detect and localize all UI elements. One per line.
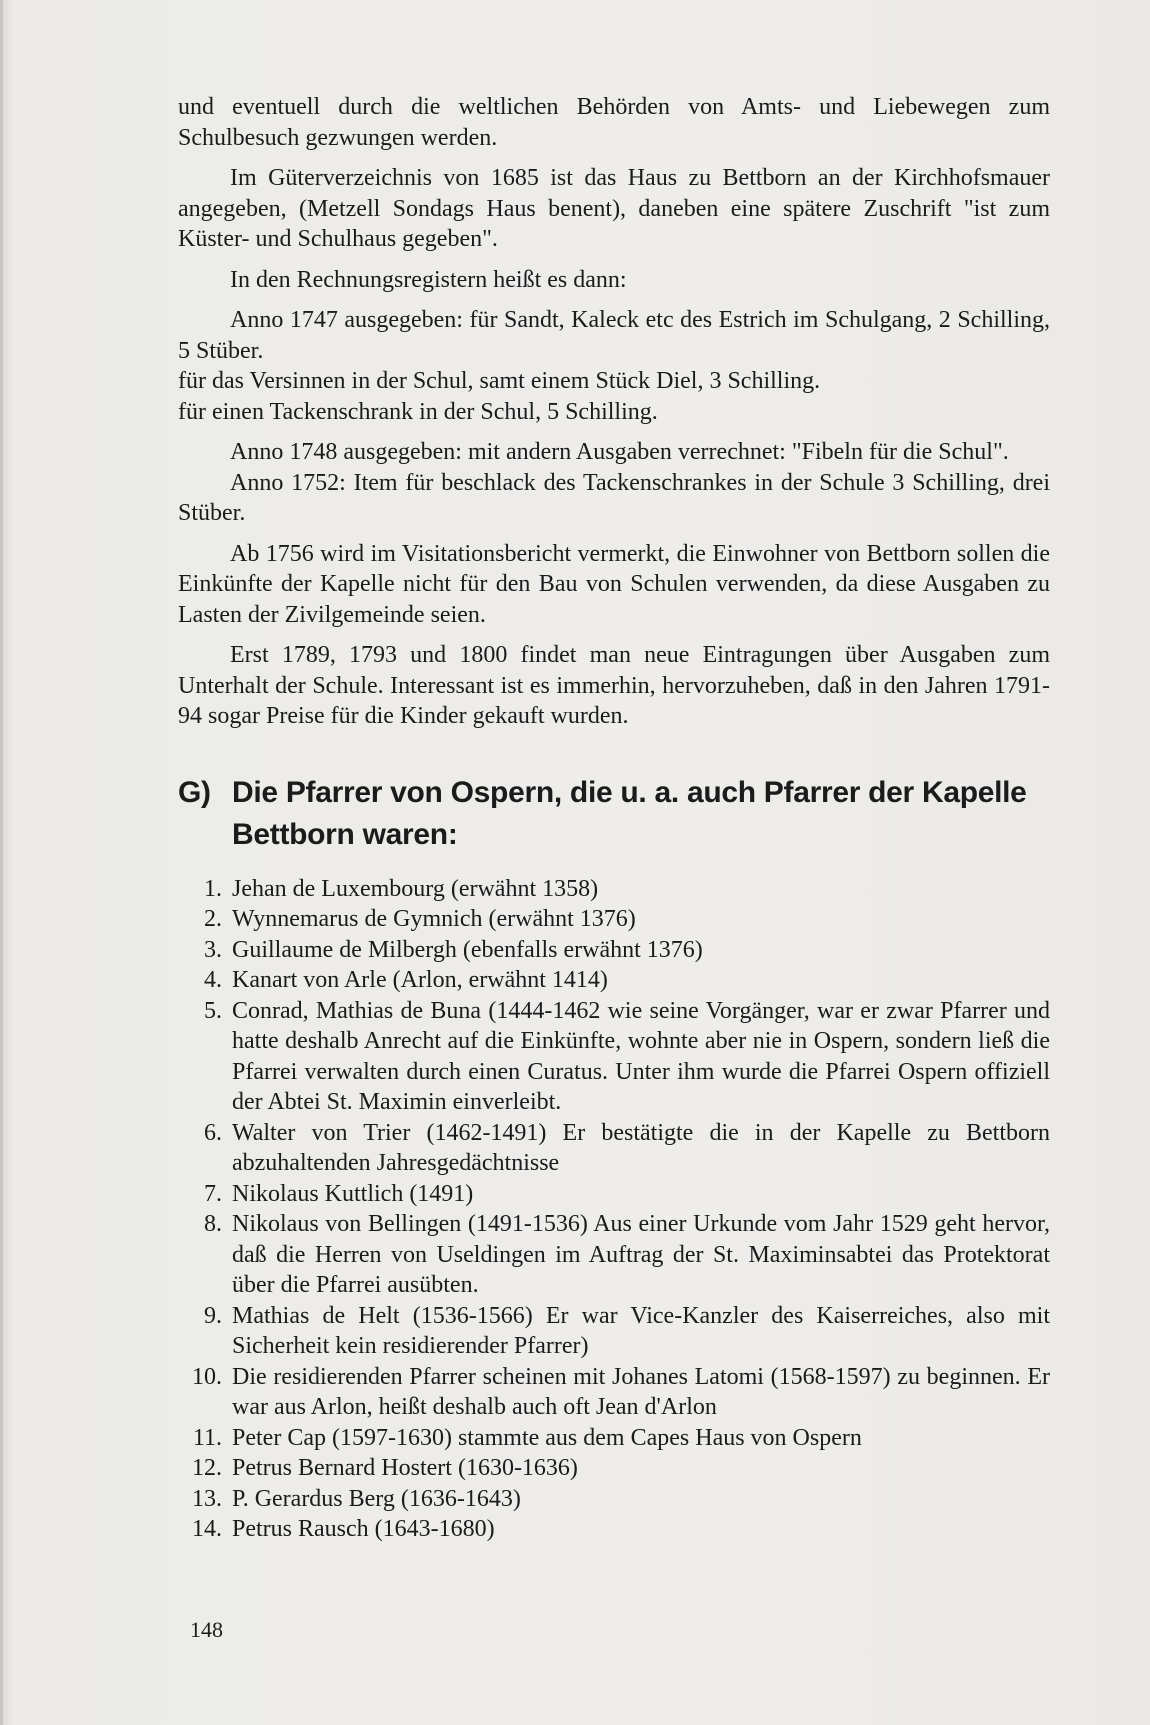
section-heading: [178, 772, 1050, 856]
page-edge: [0, 0, 3, 1725]
paragraph: Im Güterverzeichnis von 1685 ist das Haus zu Bettborn an der Kirchhofsmauer angegeben, (Metzell Sondags Haus benent), daneben eine spätere Zuschrift "ist zum Küster- und Schulhaus gegeben".: [178, 165, 1050, 252]
list-item-number: 4.: [204, 967, 222, 993]
list-item-text: Conrad, Mathias de Buna (1444-1462 wie seine Vorgänger, war er zwar Pfarrer und hatte deshalb Anrecht auf die Einkünfte, wohnte aber nie in Ospern, sondern ließ die Pfarrei verwalten durch einen Curatus. Unter ihm wurde die Pfarrei Ospern offiziell der Abtei St. Maximin einverleibt.: [232, 997, 1050, 1115]
list-item-text: Petrus Rausch (1643-1680): [232, 1516, 495, 1542]
list-item-number: 14.: [192, 1516, 222, 1542]
list-item-text: Guillaume de Milbergh (ebenfalls erwähnt 1376): [232, 936, 703, 963]
list-item-text: Wynnemarus de Gymnich (erwähnt 1376): [232, 906, 636, 932]
paragraph: In den Rechnungsregistern heißt es dann:: [230, 266, 627, 293]
list-item: [178, 904, 1050, 935]
list-item: [178, 1423, 1050, 1454]
list-item-text: Petrus Bernard Hostert (1630-1636): [232, 1455, 578, 1481]
list-item-number: 7.: [204, 1180, 222, 1207]
section-label: G): [178, 775, 211, 809]
paragraph: für einen Tackenschrank in der Schul, 5 Schilling.: [178, 398, 658, 425]
list-item-number: 2.: [204, 906, 222, 932]
list-item-text: Nikolaus von Bellingen (1491-1536) Aus einer Urkunde vom Jahr 1529 geht hervor, daß die Herren von Useldingen im Auftrag der St. Maximinsabtei das Protektorat über die Pfarrei ausübten.: [232, 1211, 1050, 1298]
list-item-number: 11.: [192, 1424, 222, 1451]
page-content: [178, 92, 1050, 1545]
list-item-number: 13.: [192, 1485, 222, 1512]
paragraph: für das Versinnen in der Schul, samt einem Stück Diel, 3 Schilling.: [178, 368, 821, 394]
list-item-text: Die residierenden Pfarrer scheinen mit Johanes Latomi (1568-1597) zu beginnen. Er war aus Arlon, heißt deshalb auch oft Jean d'Arlon: [232, 1363, 1050, 1420]
list-item: [178, 874, 1050, 905]
page-number: 148: [190, 1617, 223, 1642]
list-item-number: 1.: [204, 875, 222, 902]
list-item-text: Walter von Trier (1462-1491) Er bestätigte die in der Kapelle zu Bettborn abzuhaltenden Jahresgedächtnisse: [232, 1119, 1050, 1176]
list-item-number: 5.: [204, 997, 222, 1024]
list-item: [178, 1514, 1050, 1545]
list-item-number: 6.: [204, 1119, 222, 1146]
paragraph: Anno 1748 ausgegeben: mit andern Ausgaben verrechnet: "Fibeln für die Schul".: [230, 439, 1009, 465]
list-item-number: 3.: [204, 936, 222, 963]
list-item: [178, 1453, 1050, 1484]
list-item: [178, 1179, 1050, 1210]
list-item-text: P. Gerardus Berg (1636-1643): [232, 1485, 521, 1512]
list-item-number: 12.: [192, 1455, 222, 1481]
list-item: [178, 1362, 1050, 1423]
list-item: [178, 935, 1050, 966]
list-item: [178, 965, 1050, 996]
list-item-text: Mathias de Helt (1536-1566) Er war Vice-Kanzler des Kaiserreiches, also mit Sicherheit kein residierender Pfarrer): [232, 1302, 1050, 1359]
list-item: [178, 996, 1050, 1118]
list-item-text: Nikolaus Kuttlich (1491): [232, 1180, 474, 1207]
list-item-number: 8.: [204, 1211, 222, 1237]
list-item: [178, 1209, 1050, 1301]
list-item: [178, 1301, 1050, 1362]
list-item: [178, 1118, 1050, 1179]
list-item-number: 9.: [204, 1302, 222, 1329]
paragraph: Ab 1756 wird im Visitationsbericht vermerkt, die Einwohner von Bettborn sollen die Einkünfte der Kapelle nicht für den Bau von Schulen verwenden, da diese Ausgaben zu Lasten der Zivilgemeinde seien.: [178, 540, 1050, 628]
list-item-text: Jehan de Luxembourg (erwähnt 1358): [232, 875, 599, 902]
list-item-text: Peter Cap (1597-1630) stammte aus dem Capes Haus von Ospern: [232, 1424, 862, 1451]
paragraph: Erst 1789, 1793 und 1800 findet man neue Eintragungen über Ausgaben zum Unterhalt der Schule. Interessant ist es immerhin, hervorzuheben, daß in den Jahren 1791-94 sogar Preise für die Kinder gekauft wurden.: [178, 642, 1050, 729]
list-item: [178, 1484, 1050, 1515]
section-title: Die Pfarrer von Ospern, die u. a. auch Pfarrer der Kapelle Bettborn waren:: [232, 775, 1027, 851]
list-item-number: 10.: [192, 1363, 222, 1390]
paragraph: Anno 1752: Item für beschlack des Tackenschrankes in der Schule 3 Schilling, drei Stüber.: [178, 469, 1050, 526]
paragraph: und eventuell durch die weltlichen Behörden von Amts- und Liebewegen zum Schulbesuch gezwungen werden.: [178, 94, 1050, 151]
paragraph: Anno 1747 ausgegeben: für Sandt, Kaleck etc des Estrich im Schulgang, 2 Schilling, 5 Stüber.: [178, 307, 1050, 364]
pastor-list: [178, 874, 1050, 1545]
list-item-text: Kanart von Arle (Arlon, erwähnt 1414): [232, 967, 608, 993]
